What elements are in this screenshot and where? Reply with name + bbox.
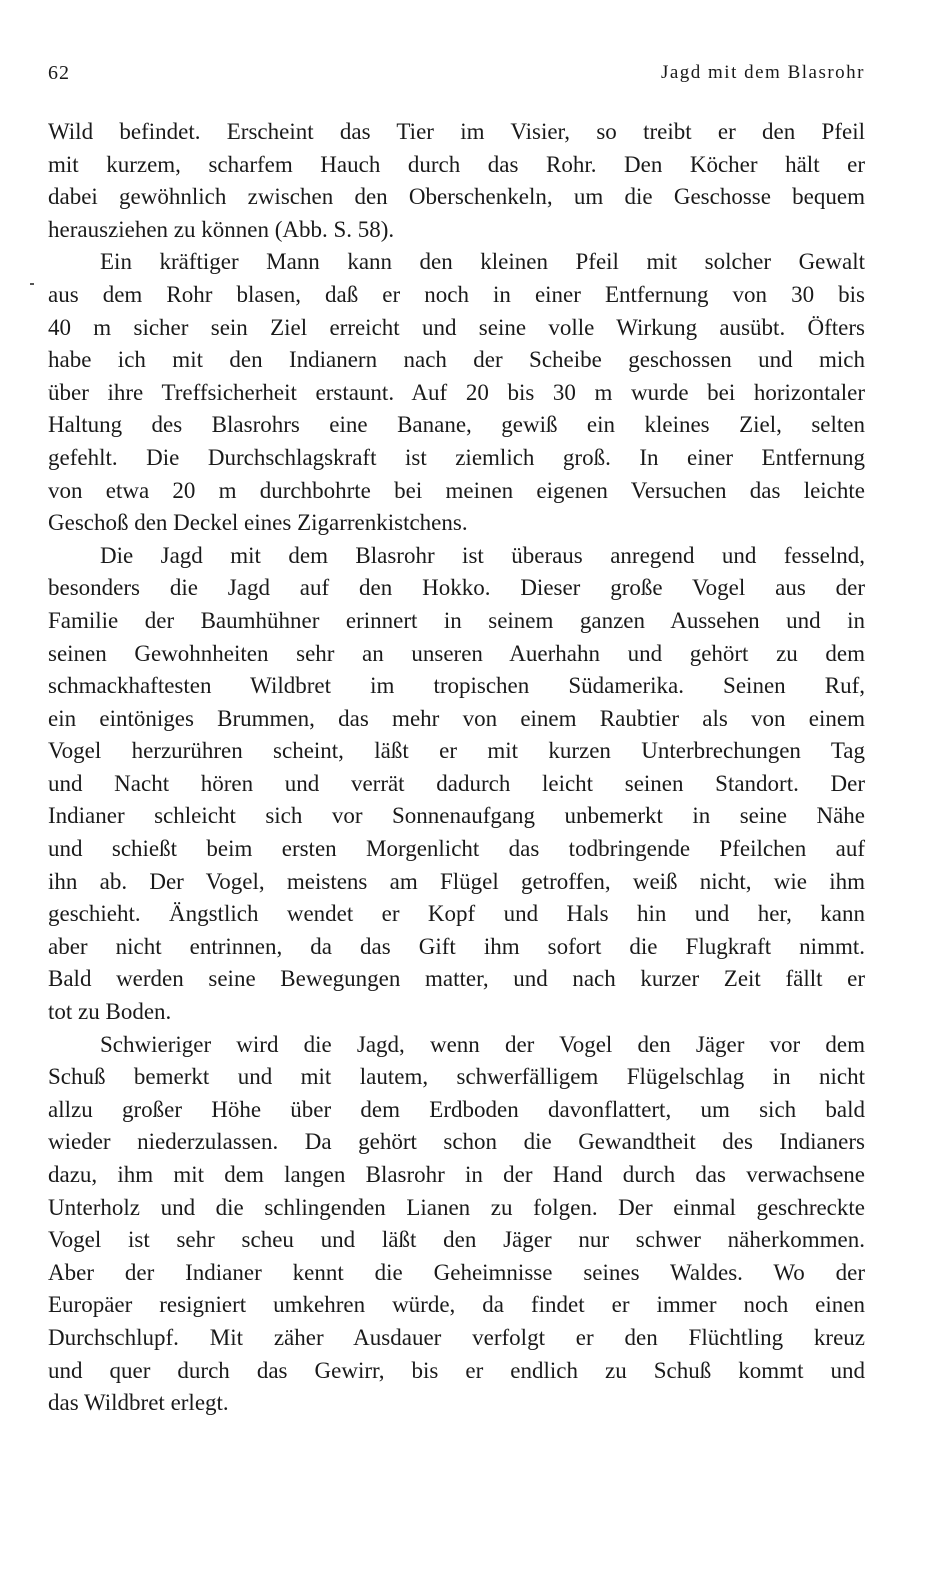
paragraph: [48, 540, 865, 1029]
paragraph: [48, 246, 865, 539]
text-line: Die Jagd mit dem Blasrohr ist überaus anregend und fesselnd,: [100, 542, 865, 568]
page-header: [48, 62, 865, 92]
text-line: ihn ab. Der Vogel, meistens am Flügel getroffen, weiß nicht, wie ihm: [48, 868, 865, 894]
margin-mark: [30, 283, 34, 285]
body-text: [48, 116, 865, 1420]
paragraph: [48, 116, 865, 246]
text-line: habe ich mit den Indianern nach der Scheibe geschossen und mich: [48, 347, 865, 373]
text-line: Wild befindet. Erscheint das Tier im Visier, so treibt er den Pfeil: [48, 119, 865, 144]
text-line: herausziehen zu können (Abb. S. 58).: [48, 216, 395, 242]
text-line: aus dem Rohr blasen, daß er noch in einer Entfernung von 30 bis: [48, 281, 865, 307]
text-line: das Wildbret erlegt.: [48, 1390, 229, 1416]
text-line: dazu, ihm mit dem langen Blasrohr in der Hand durch das verwachsene: [48, 1162, 865, 1187]
text-line: Indianer schleicht sich vor Sonnenaufgang unbemerkt in seine Nähe: [48, 803, 865, 829]
text-line: und quer durch das Gewirr, bis er endlich zu Schuß kommt und: [48, 1357, 865, 1383]
text-line: Bald werden seine Bewegungen matter, und nach kurzer Zeit fällt er: [48, 966, 865, 992]
text-line: ein eintöniges Brummen, das mehr von einem Raubtier als von einem: [48, 705, 865, 731]
text-line: seinen Gewohnheiten sehr an unseren Auerhahn und gehört zu dem: [48, 640, 865, 666]
text-line: Durchschlupf. Mit zäher Ausdauer verfolgt er den Flüchtling kreuz: [48, 1324, 865, 1350]
text-line: Aber der Indianer kennt die Geheimnisse seines Waldes. Wo der: [48, 1259, 865, 1285]
text-line: besonders die Jagd auf den Hokko. Dieser große Vogel aus der: [48, 575, 865, 601]
text-line: schmackhaftesten Wildbret im tropischen Südamerika. Seinen Ruf,: [48, 673, 865, 699]
paragraph: [48, 1029, 865, 1420]
running-head: Jagd mit dem Blasrohr: [660, 62, 865, 83]
text-line: Europäer resigniert umkehren würde, da findet er immer noch einen: [48, 1292, 865, 1318]
text-line: von etwa 20 m durchbohrte bei meinen eigenen Versuchen das leichte: [48, 477, 865, 503]
text-line: aber nicht entrinnen, da das Gift ihm sofort die Flugkraft nimmt.: [48, 933, 865, 959]
text-line: und schießt beim ersten Morgenlicht das todbringende Pfeilchen auf: [48, 836, 865, 862]
text-line: dabei gewöhnlich zwischen den Oberschenkeln, um die Geschosse bequem: [48, 184, 865, 210]
text-line: und Nacht hören und verrät dadurch leicht seinen Standort. Der: [48, 770, 865, 796]
text-line: Familie der Baumhühner erinnert in seinem ganzen Aussehen und in: [48, 607, 865, 633]
text-line: mit kurzem, scharfem Hauch durch das Rohr. Den Köcher hält er: [48, 151, 865, 177]
text-line: wieder niederzulassen. Da gehört schon die Gewandtheit des Indianers: [48, 1129, 865, 1155]
text-line: Geschoß den Deckel eines Zigarrenkistchens.: [48, 510, 468, 536]
page-number: 62: [48, 62, 70, 84]
text-line: Schuß bemerkt und mit lautem, schwerfälligem Flügelschlag in nicht: [48, 1064, 865, 1090]
text-line: geschieht. Ängstlich wendet er Kopf und Hals hin und her, kann: [48, 901, 865, 927]
text-line: tot zu Boden.: [48, 999, 172, 1025]
text-line: Vogel ist sehr scheu und läßt den Jäger nur schwer näherkommen.: [48, 1227, 865, 1253]
text-line: 40 m sicher sein Ziel erreicht und seine volle Wirkung ausübt. Öfters: [48, 314, 865, 340]
text-line: gefehlt. Die Durchschlagskraft ist ziemlich groß. In einer Entfernung: [48, 444, 865, 470]
text-line: Vogel herzurühren scheint, läßt er mit kurzen Unterbrechungen Tag: [48, 738, 865, 764]
text-line: Schwieriger wird die Jagd, wenn der Vogel den Jäger vor dem: [100, 1031, 865, 1057]
text-line: Haltung des Blasrohrs eine Banane, gewiß ein kleines Ziel, selten: [48, 412, 865, 438]
text-line: allzu großer Höhe über dem Erdboden davonflattert, um sich bald: [48, 1096, 865, 1122]
text-line: Ein kräftiger Mann kann den kleinen Pfeil mit solcher Gewalt: [100, 249, 865, 275]
text-line: über ihre Treffsicherheit erstaunt. Auf 20 bis 30 m wurde bei horizontaler: [48, 379, 865, 405]
text-line: Unterholz und die schlingenden Lianen zu folgen. Der einmal geschreckte: [48, 1194, 865, 1220]
